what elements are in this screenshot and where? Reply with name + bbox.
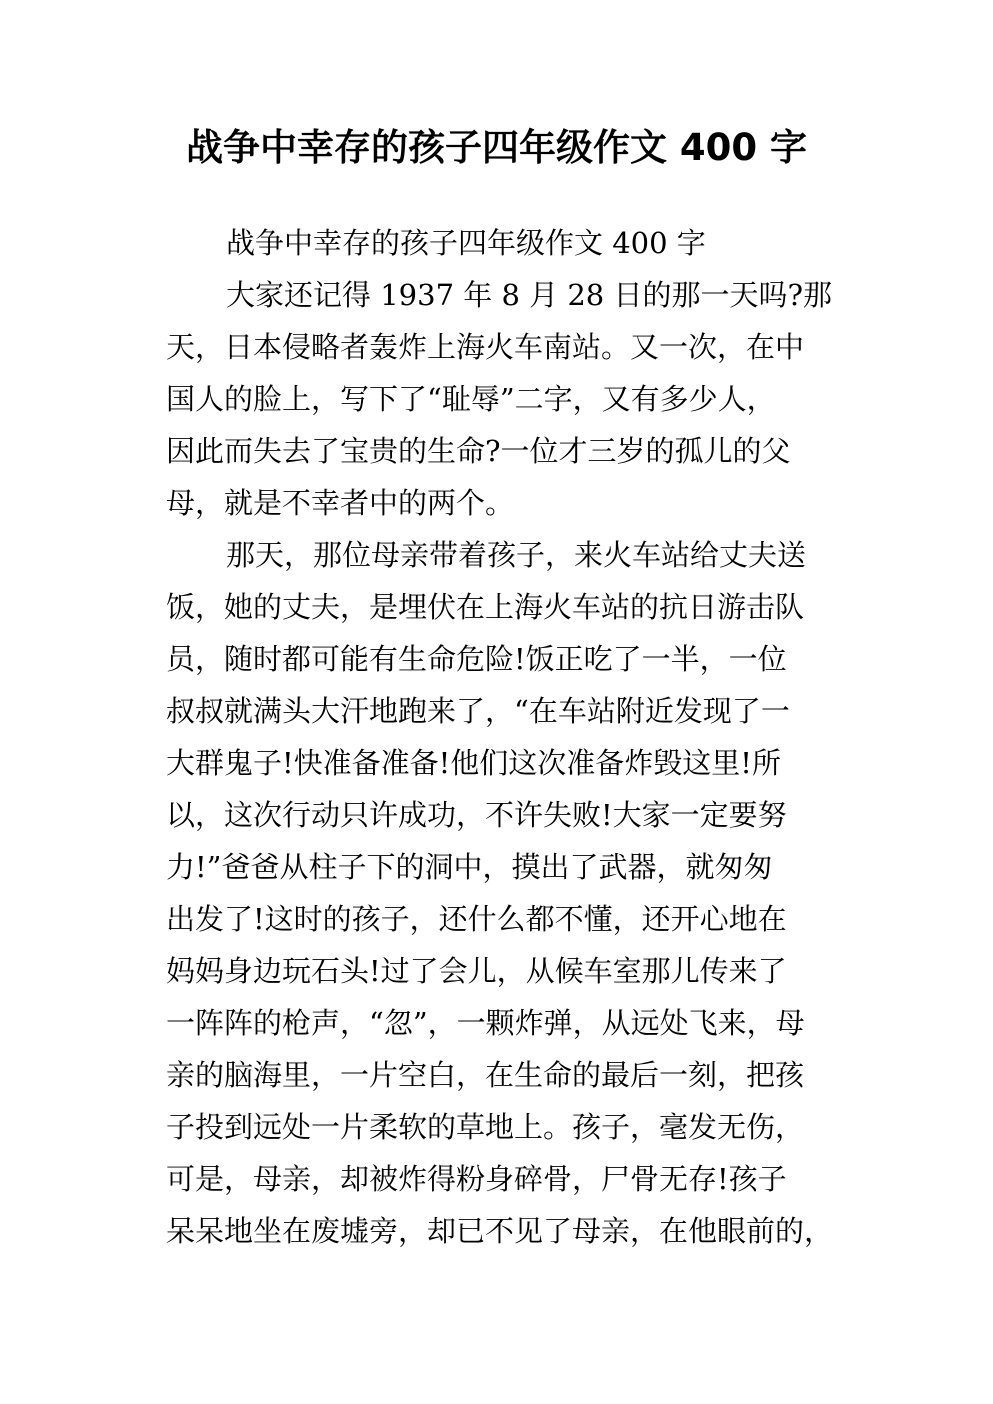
text-line: 一阵阵的枪声，“忽”，一颗炸弹，从远处飞来，母 [166,1006,805,1040]
text-line: 饭，她的丈夫，是埋伏在上海火车站的抗日游击队 [166,590,805,624]
text-line: 妈妈身边玩石头!过了会儿，从候车室那儿传来了 [166,954,787,988]
text-line: 力!”爸爸从柱子下的洞中，摸出了武器，就匆匆 [166,850,773,884]
text-line: 战争中幸存的孩子四年级作文 400 字 [226,226,706,260]
text-line: 那天，那位母亲带着孩子，来火车站给丈夫送 [226,538,807,572]
text-line: 呆呆地坐在废墟旁，却已不见了母亲，在他眼前的， [166,1214,834,1248]
text-line: 大群鬼子!快准备准备!他们这次准备炸毁这里!所 [166,746,781,780]
document-title: 战争中幸存的孩子四年级作文 400 字 [186,126,807,169]
text-line: 亲的脑海里，一片空白，在生命的最后一刻，把孩 [166,1058,805,1092]
text-line: 以，这次行动只许成功，不许失败!大家一定要努 [166,798,787,832]
text-line: 叔叔就满头大汗地跑来了，“在车站附近发现了一 [166,694,790,728]
document-body [166,217,846,1257]
text-line: 子投到远处一片柔软的草地上。孩子，毫发无伤， [166,1110,805,1144]
text-line: 出发了!这时的孩子，还什么都不懂，还开心地在 [166,902,787,936]
text-line: 母，就是不幸者中的两个。 [166,486,515,520]
text-line: 天，日本侵略者轰炸上海火车南站。又一次，在中 [166,330,805,364]
text-line: 因此而失去了宝贵的生命?一位才三岁的孤儿的父 [166,434,791,468]
text-line: 可是，母亲，却被炸得粉身碎骨，尸骨无存!孩子 [166,1162,787,1196]
text-line: 大家还记得 1937 年 8 月 28 日的那一天吗?那 [226,278,833,312]
text-line: 国人的脸上，写下了“耻辱”二字，又有多少人， [166,382,776,416]
text-line: 员，随时都可能有生命危险!饭正吃了一半，一位 [166,642,787,676]
